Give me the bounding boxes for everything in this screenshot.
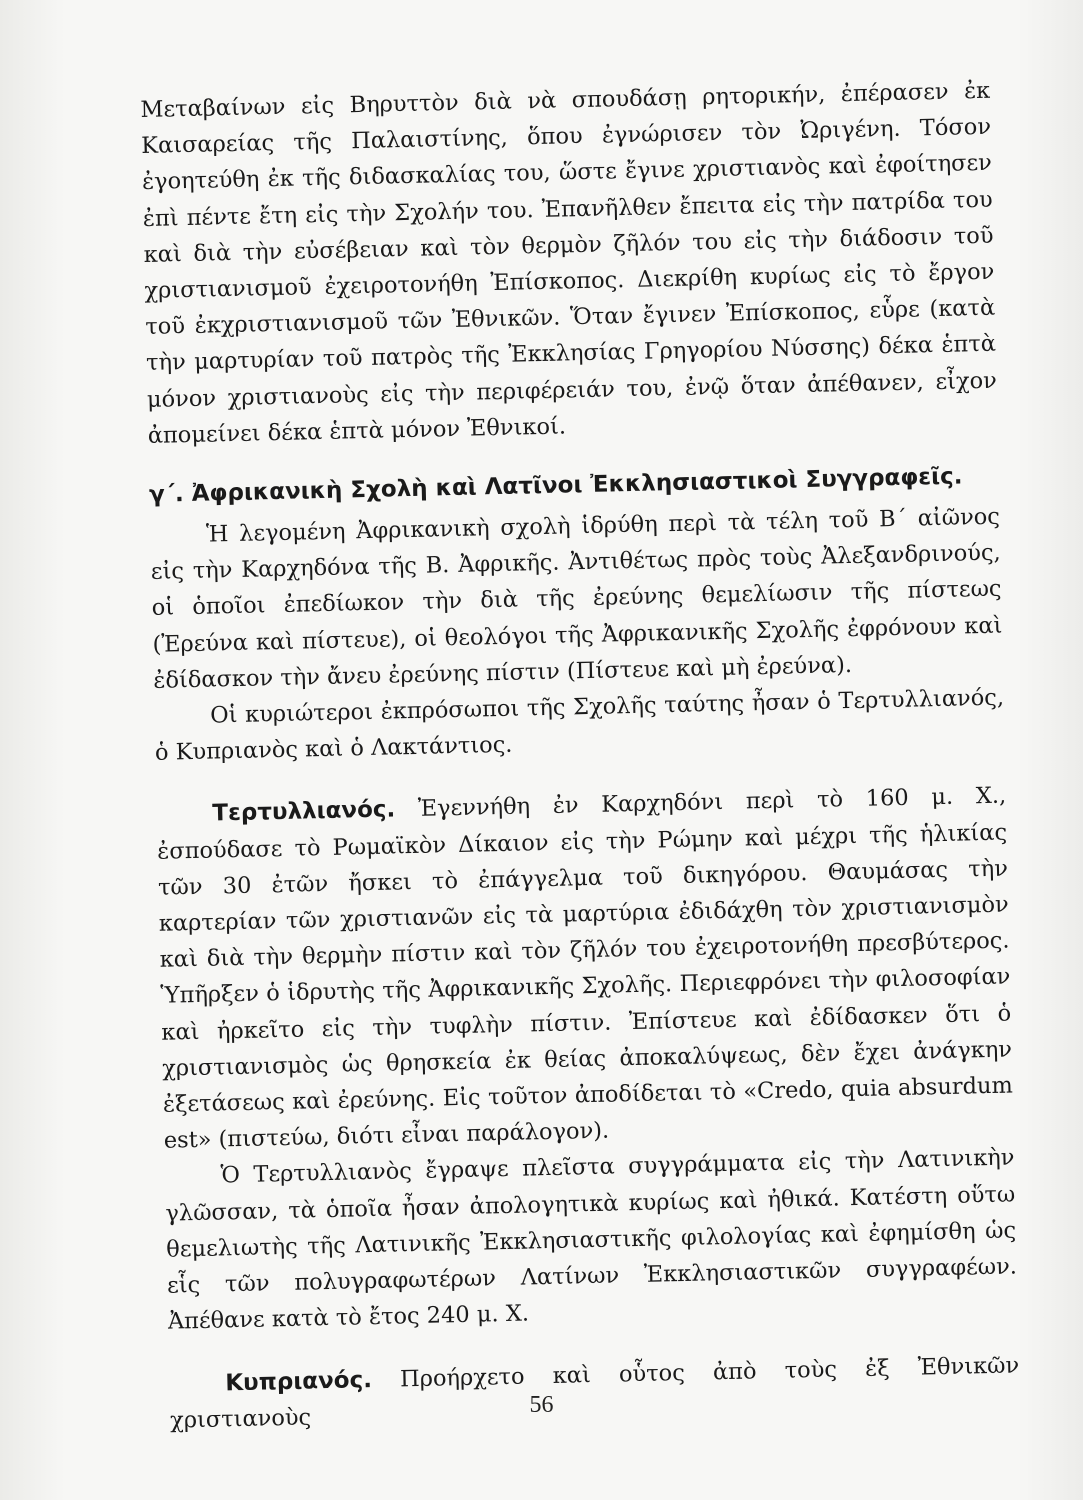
page-text (140, 73, 1020, 1439)
paragraph-african-school: Ἡ λεγομένη Ἀφρικανικὴ σχολὴ ἱδρύθη περὶ τὰ τέλη τοῦ Β΄ αἰῶνος εἰς τὴν Καρχηδόνα τῆς Β. Ἀφρικῆς. Ἀντιθέτως πρὸς τοὺς Ἀλεξανδρινούς, οἱ ὁποῖοι ἐπεδίωκον τὴν διὰ τῆς ἐρεύνης θεμελίωσιν τῆς πίστεως (Ἐρεύνα καὶ πίστευε), οἱ θεολόγοι τῆς Ἀφρικανικῆς Σχολῆς ἐφρόνουν καὶ ἐδίδασκον τὴν ἄνευ ἐρεύνης πίστιν (Πίστευε καὶ μὴ ἐρεύνα). (150, 503, 1003, 694)
page-number: 56 (529, 1392, 554, 1418)
section-heading: γ΄. Ἀφρικανικὴ Σχολὴ καὶ Λατῖνοι Ἐκκλησιαστικοὶ Συγγραφεῖς. (148, 463, 963, 508)
tertullian-lead: Τερτυλλιανός. (212, 796, 396, 827)
tertullian-text: Ἐγεννήθη ἐν Καρχηδόνι περὶ τὸ 160 μ. Χ., ἐσπούδασε τὸ Ρωμαϊκὸν Δίκαιον εἰς τὴν Ρώμην καὶ μέχρι τῆς ἡλικίας τῶν 30 ἐτῶν ἤσκει τὸ ἐπάγγελμα τοῦ δικηγόρου. Θαυμάσας τὴν καρτερίαν τῶν χριστιανῶν εἰς τὰ μαρτύρια ἐδιδάχθη τὸν χριστιανισμὸν καὶ διὰ τὴν θερμὴν πίστιν καὶ τὸν ζῆλόν του ἐχειροτονήθη πρεσβύτερος. Ὑπῆρξεν ὁ ἱδρυτὴς τῆς Ἀφρικανικῆς Σχολῆς. Περιεφρόνει τὴν φιλοσοφίαν καὶ ἠρκεῖτο εἰς τὴν τυφλὴν πίστιν. Ἐπίστευε καὶ ἐδίδασκεν ὅτι ὁ χριστιανισμὸς ὡς θρησκεία ἐκ θείας ἀποκαλύψεως, δὲν ἔχει ἀνάγκην ἐξετάσεως καὶ ἐρεύνης. Εἰς τοῦτον ἀποδίδεται τὸ «Credo, quia absurdum est» (πιστεύω, διότι εἶναι παράλογον). (156, 782, 1014, 1155)
cyprian-lead: Κυπριανός. (225, 1366, 373, 1396)
paragraph-representatives: Οἱ κυριώτεροι ἐκπρόσωποι τῆς Σχολῆς ταύτης ἦσαν ὁ Τερτυλλιανός, ὁ Κυπριανὸς καὶ ὁ Λακτάντιος. (154, 684, 1005, 767)
paragraph-tertullian-works: Ὁ Τερτυλλιανὸς ἔγραψε πλεῖστα συγγράμματα εἰς τὴν Λατινικὴν γλῶσσαν, τὰ ὁποῖα ἦσαν ἀπολογητικὰ κυρίως καὶ ἠθικά. Κατέστη οὕτω θεμελιωτὴς τῆς Λατινικῆς Ἐκκλησιαστικῆς φιλολογίας καὶ ἐφημίσθη ὡς εἷς τῶν πολυγραφωτέρων Λατίνων Ἐκκλησιαστικῶν συγγραφέων. Ἀπέθανε κατὰ τὸ ἔτος 240 μ. Χ. (165, 1144, 1018, 1335)
cyprian-text: Προήρχετο καὶ οὗτος ἀπὸ τοὺς ἐξ Ἐθνικῶν χριστιανοὺς (169, 1351, 1020, 1434)
paragraph-origen-student: Μεταβαίνων εἰς Βηρυττὸν διὰ νὰ σπουδάσῃ ρητορικήν, ἐπέρασεν ἐκ Καισαρείας τῆς Παλαιστίνης, ὅπου ἐγνώρισεν τὸν Ὠριγένη. Τόσον ἐγοητεύθη ἐκ τῆς διδασκαλίας του, ὥστε ἔγινε χριστιανὸς καὶ ἐφοίτησεν ἐπὶ πέντε ἔτη εἰς τὴν Σχολήν του. Ἐπανῆλθεν ἔπειτα εἰς τὴν πατρίδα του καὶ διὰ τὴν εὐσέβειαν καὶ τὸν θερμὸν ζῆλόν του εἰς τὴν διάδοσιν τοῦ χριστιανισμοῦ ἐχειροτονήθη Ἐπίσκοπος. Διεκρίθη κυρίως εἰς τὸ ἔργον τοῦ ἐκχριστιανισμοῦ τῶν Ἐθνικῶν. Ὅταν ἔγινεν Ἐπίσκοπος, εὗρε (κατὰ τὴν μαρτυρίαν τοῦ πατρὸς τῆς Ἐκκλησίας Γρηγορίου Νύσσης) δέκα ἑπτὰ μόνον χριστιανοὺς εἰς τὴν περιφέρειάν του, ἐνῷ ὅταν ἀπέθανεν, εἶχον ἀπομείνει δέκα ἑπτὰ μόνον Ἐθνικοί. (140, 77, 998, 449)
paragraph-tertullian (156, 778, 1014, 1159)
